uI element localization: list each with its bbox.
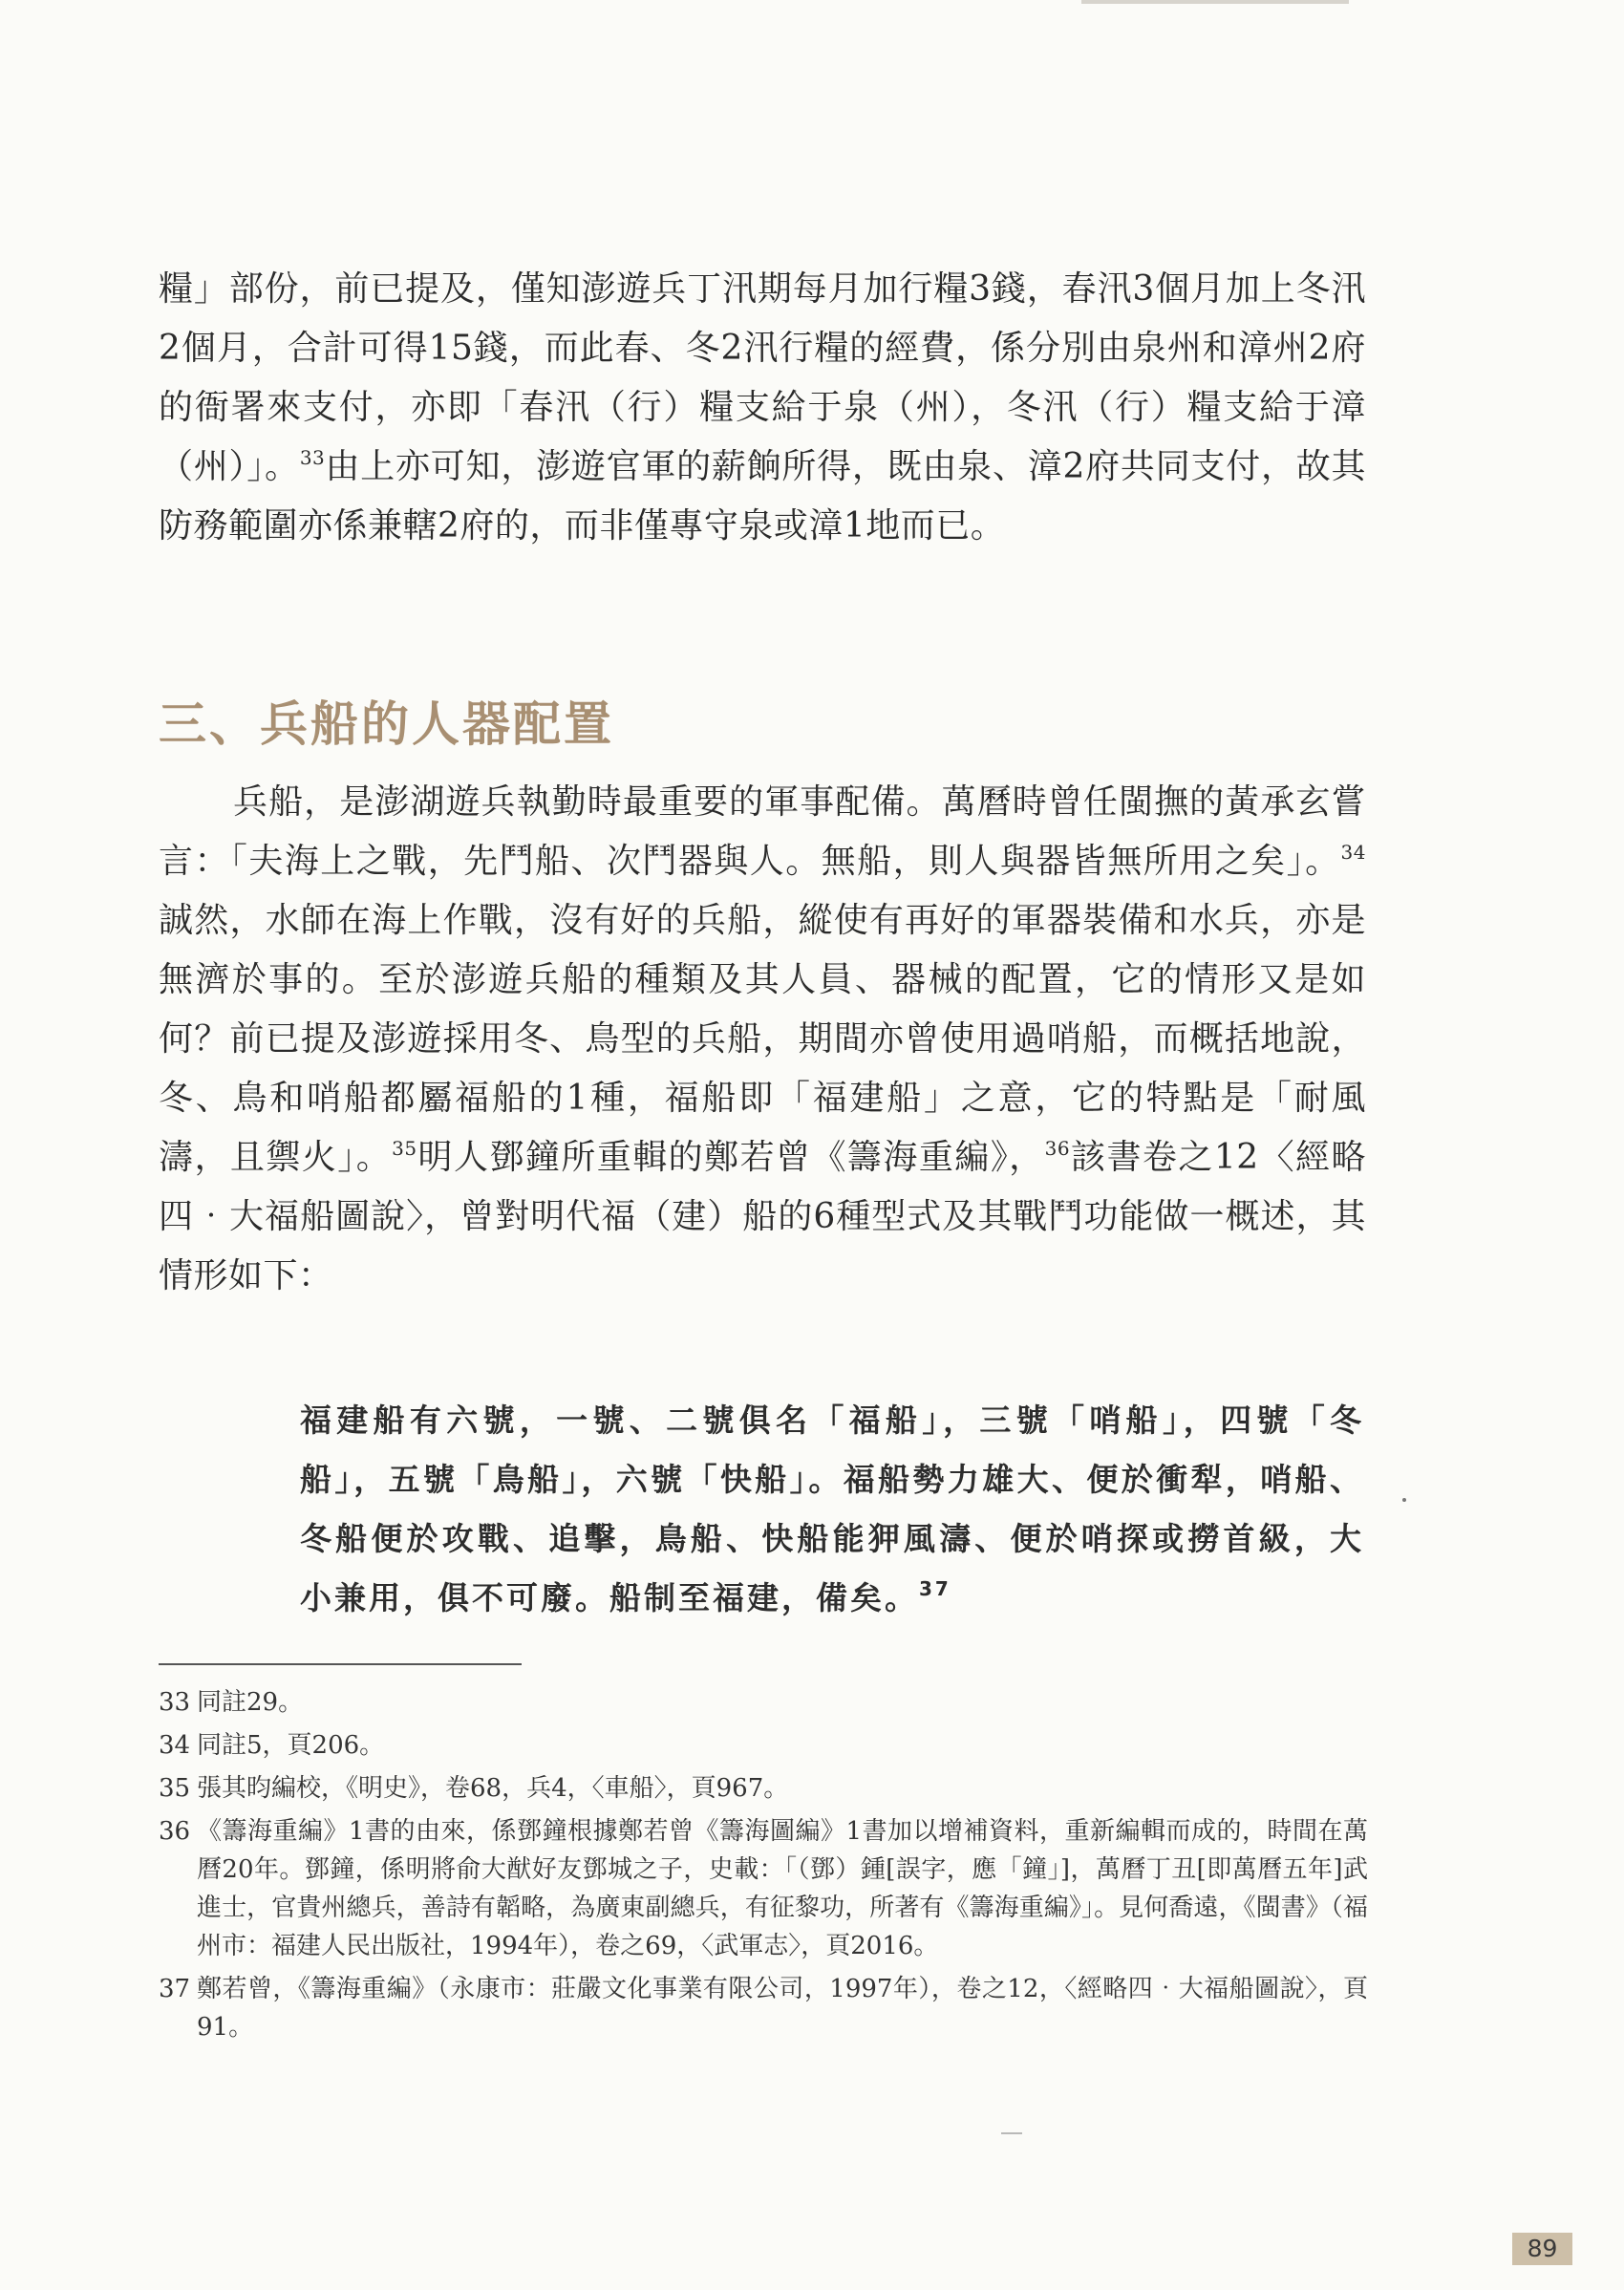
paragraph-text: 由上亦可知，澎遊官軍的薪餉所得，既由泉、漳2府共同支付，故其防務範圍亦係兼轄2府的，而非僅專守泉或漳1地而已。: [159, 447, 1366, 546]
footnote-separator: [159, 1663, 522, 1665]
body-paragraph-2: [159, 773, 1366, 1306]
paragraph-text: 兵船，是澎湖遊兵執勤時最重要的軍事配備。萬曆時曾任閩撫的黃承玄嘗言：「夫海上之戰，先鬥船、次鬥器與人。無船，則人與器皆無所用之矣」。: [159, 782, 1366, 881]
footnote-ref-33: 33: [299, 446, 326, 469]
paragraph-text: 誠然，水師在海上作戰，沒有好的兵船，縱使有再好的軍器裝備和水兵，亦是無濟於事的。至於澎遊兵船的種類及其人員、器械的配置，它的情形又是如何？前已提及澎遊採用冬、鳥型的兵船，期間亦曾使用過哨船，而概括地說，冬、鳥和哨船都屬福船的1種，福船即「福建船」之意，它的特點是「耐風濤，且禦火」。: [159, 901, 1366, 1177]
footnote-ref-34: 34: [1340, 841, 1366, 864]
quote-text: 福建船有六號，一號、二號俱名「福船」，三號「哨船」，四號「冬船」，五號「鳥船」，六號「快船」。福船勢力雄大、便於衝犁，哨船、冬船便於攻戰、追擊，鳥船、快船能狎風濤、便於哨探或撈首級，大小兼用，俱不可廢。船制至福建，備矣。: [300, 1402, 1364, 1616]
section-heading: 三、兵船的人器配置: [159, 696, 614, 752]
scan-speck: [1001, 2132, 1022, 2134]
footnote-ref-35: 35: [392, 1137, 417, 1160]
footnote-number: 35: [159, 1774, 191, 1803]
footnote-ref-36: 36: [1044, 1137, 1071, 1160]
footnote-item: [159, 1683, 1368, 1722]
footnote-number: 36: [159, 1817, 191, 1846]
footnote-item: [159, 1726, 1368, 1765]
footnote-text: 鄭若曾，《籌海重編》（永康市：莊嚴文化事業有限公司，1997年），卷之12，〈經略四‧大福船圖說〉，頁91。: [197, 1975, 1368, 2042]
footnote-text: 《籌海重編》1書的由來，係鄧鐘根據鄭若曾《籌海圖編》1書加以增補資料，重新編輯而成的，時間在萬曆20年。鄧鐘，係明將俞大猷好友鄧城之子，史載：「（鄧）鍾[誤字，應「鐘」]，萬曆丁丑[即萬曆五年]武進士，官貴州總兵，善詩有韜略，為廣東副總兵，有征黎功，所著有《籌海重編》」。見何喬遠，《閩書》（福州市：福建人民出版社，1994年），卷之69，〈武軍志〉，頁2016。: [197, 1817, 1368, 1960]
footnote-item: [159, 1769, 1368, 1808]
block-quote: [300, 1391, 1364, 1628]
paragraph-text: 該書卷之12〈經略四‧大福船圖說〉，曾對明代福（建）船的6種型式及其戰鬥功能做一概述，其情形如下：: [159, 1138, 1366, 1295]
footnote-text: 同註5，頁206。: [197, 1731, 385, 1760]
paragraph-text: 糧」部份，前已提及，僅知澎遊兵丁汛期每月加行糧3錢，春汛3個月加上冬汛2個月，合計可得15錢，而此春、冬2汛行糧的經費，係分別由泉州和漳州2府的衙署來支付，亦即「春汛（行）糧支給于泉（州），冬汛（行）糧支給于漳（州）」。: [159, 269, 1366, 486]
body-paragraph-1: [159, 260, 1366, 556]
paragraph-text: 明人鄧鐘所重輯的鄭若曾《籌海重編》，: [417, 1138, 1045, 1177]
footnote-item: [159, 1970, 1368, 2046]
footnote-number: 37: [159, 1975, 191, 2003]
footnote-text: 張其昀編校，《明史》，卷68，兵4，〈車船〉，頁967。: [197, 1774, 789, 1803]
footnotes: [159, 1683, 1368, 2051]
scan-speck: [1402, 1498, 1406, 1502]
footnote-item: [159, 1812, 1368, 1965]
footnote-ref-37: 37: [919, 1577, 951, 1600]
footnote-number: 33: [159, 1688, 191, 1717]
footnote-text: 同註29。: [197, 1688, 304, 1717]
page-number: 89: [1512, 2233, 1572, 2265]
footnote-number: 34: [159, 1731, 191, 1760]
top-edge-mark: [1081, 0, 1349, 4]
